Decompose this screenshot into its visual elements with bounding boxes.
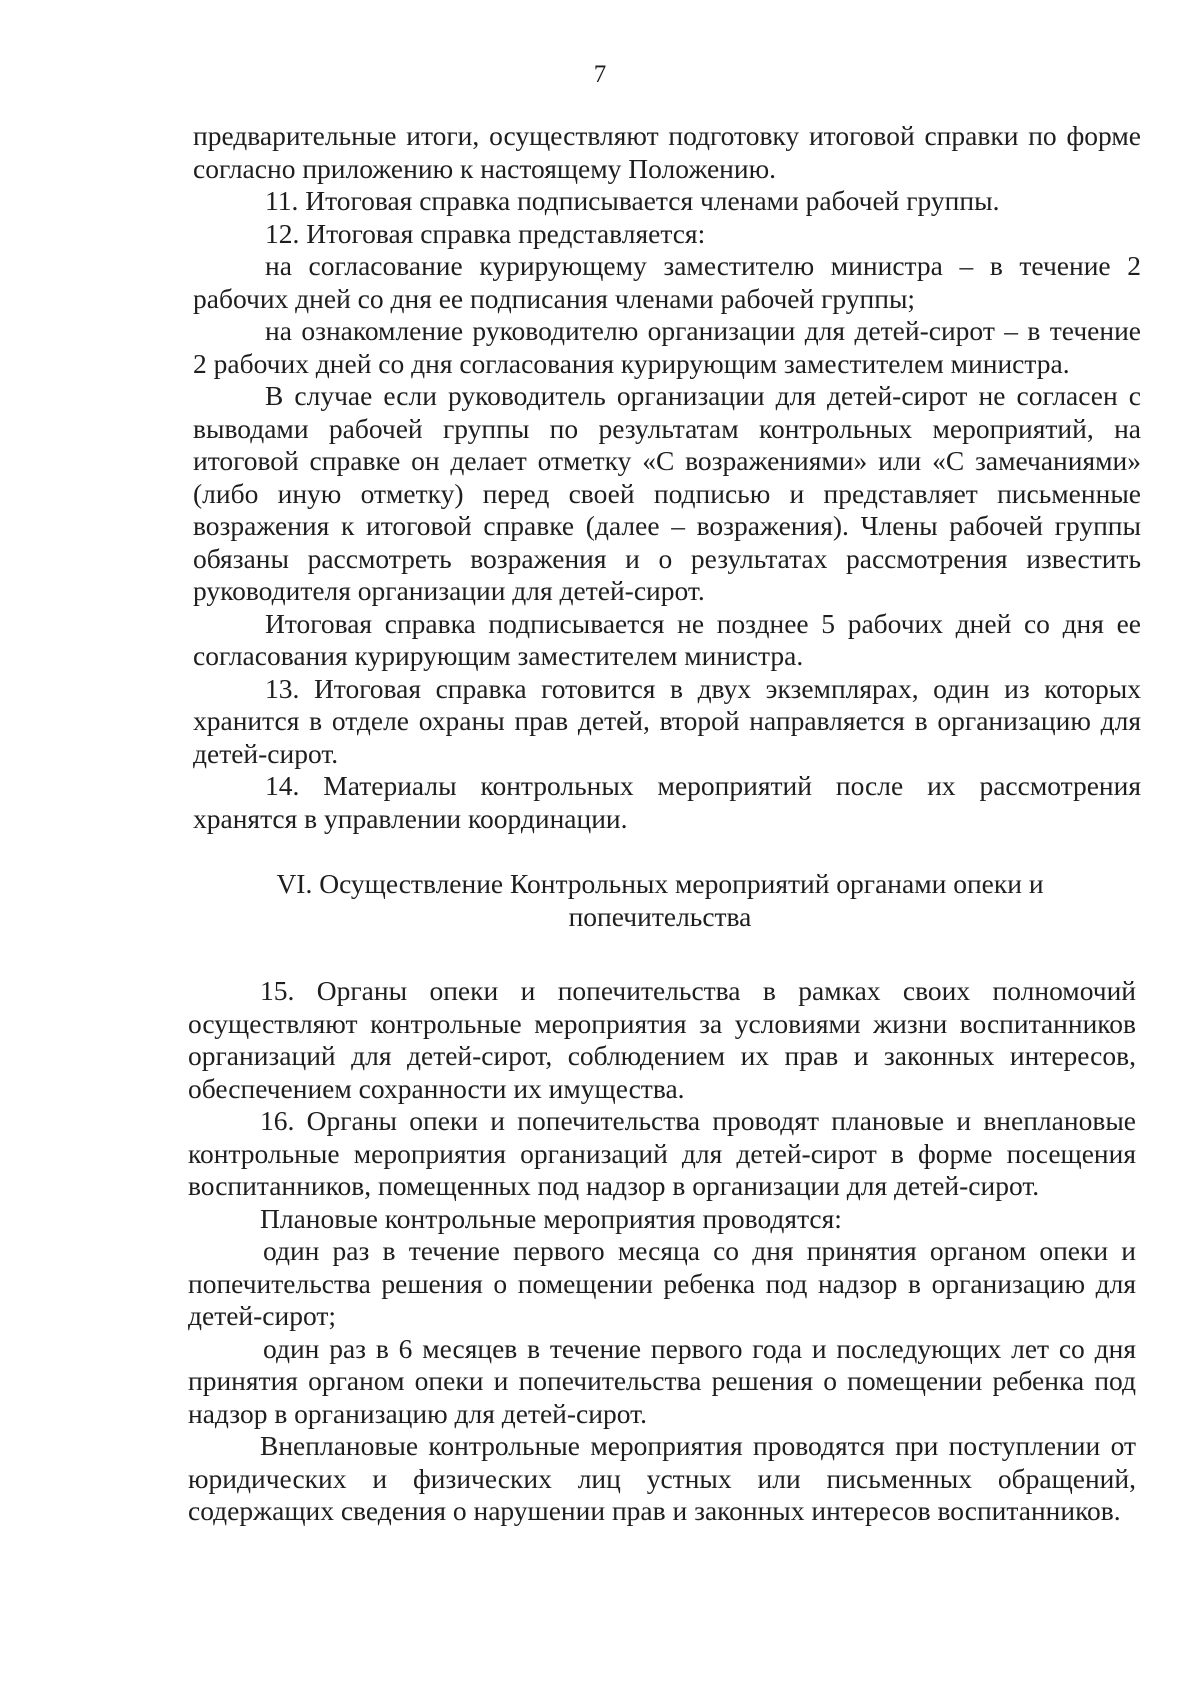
paragraph-item-14: 14. Материалы контрольных мероприятий после их рассмотрения хранятся в управлении координации. [193,770,1141,834]
paragraph-planned-six-months: один раз в 6 месяцев в течение первого года и последующих лет со дня принятия органом опеки и попечительства решения о помещении ребенка под надзор в организацию для детей-сирот. [188,1332,1136,1429]
section-text-after-heading [188,975,1136,1528]
section-heading [220,868,1100,933]
page-number: 7 [593,61,607,88]
paragraph-planned-first-month: один раз в течение первого месяца со дня принятия органом опеки и попечительства решения о помещении ребенка под надзор в организацию для детей-сирот; [188,1235,1136,1331]
section-heading-line-2: попечительства [568,900,752,932]
paragraph-item-13: 13. Итоговая справка готовится в двух экземплярах, один из которых хранится в отделе охраны прав детей, второй направляется в организацию для детей-сирот. [193,672,1141,769]
paragraph-item-11: 11. Итоговая справка подписывается членами рабочей группы. [265,185,1000,216]
section-text-before-heading [193,120,1141,835]
section-heading-line-1: VI. Осуществление Контрольных мероприятий органами опеки и [276,868,1044,899]
paragraph-planned-intro: Плановые контрольные мероприятия проводятся: [260,1202,842,1234]
paragraph-continuation: предварительные итоги, осуществляют подготовку итоговой справки по форме согласно приложению к настоящему Положению. [193,120,1141,184]
paragraph-item-12: 12. Итоговая справка представляется: [265,217,706,249]
paragraph-objections: В случае если руководитель организации для детей-сирот не согласен с выводами рабочей группы по результатам контрольных мероприятий, на итоговой справке он делает отметку «С возражениями» или «С замечаниями» (либо иную отметку) перед своей подписью и представляет письменные возражения к итоговой справке (далее – возражения). Члены рабочей группы обязаны рассмотреть возражения и о результатах рассмотрения известить руководителя организации для детей-сирот. [193,380,1141,606]
paragraph-unplanned: Внеплановые контрольные мероприятия проводятся при поступлении от юридических и физических лиц устных или письменных обращений, содержащих сведения о нарушении прав и законных интересов воспитанников. [188,1430,1136,1526]
paragraph-item-12-review: на ознакомление руководителю организации для детей-сирот – в течение 2 рабочих дней со дня согласования курирующим заместителем министра. [193,315,1141,379]
paragraph-item-16: 16. Органы опеки и попечительства проводят плановые и внеплановые контрольные мероприятия организаций для детей-сирот в форме посещения воспитанников, помещенных под надзор в организации для детей-сирот. [188,1105,1136,1201]
paragraph-item-15: 15. Органы опеки и попечительства в рамках своих полномочий осуществляют контрольные мероприятия за условиями жизни воспитанников организаций для детей-сирот, соблюдением их прав и законных интересов, обеспечением сохранности их имущества. [188,975,1136,1104]
paragraph-item-12-approval: на согласование курирующему заместителю министра – в течение 2 рабочих дней со дня ее подписания членами рабочей группы; [193,250,1141,314]
paragraph-signing-deadline: Итоговая справка подписывается не позднее 5 рабочих дней со дня ее согласования курирующим заместителем министра. [193,607,1141,671]
